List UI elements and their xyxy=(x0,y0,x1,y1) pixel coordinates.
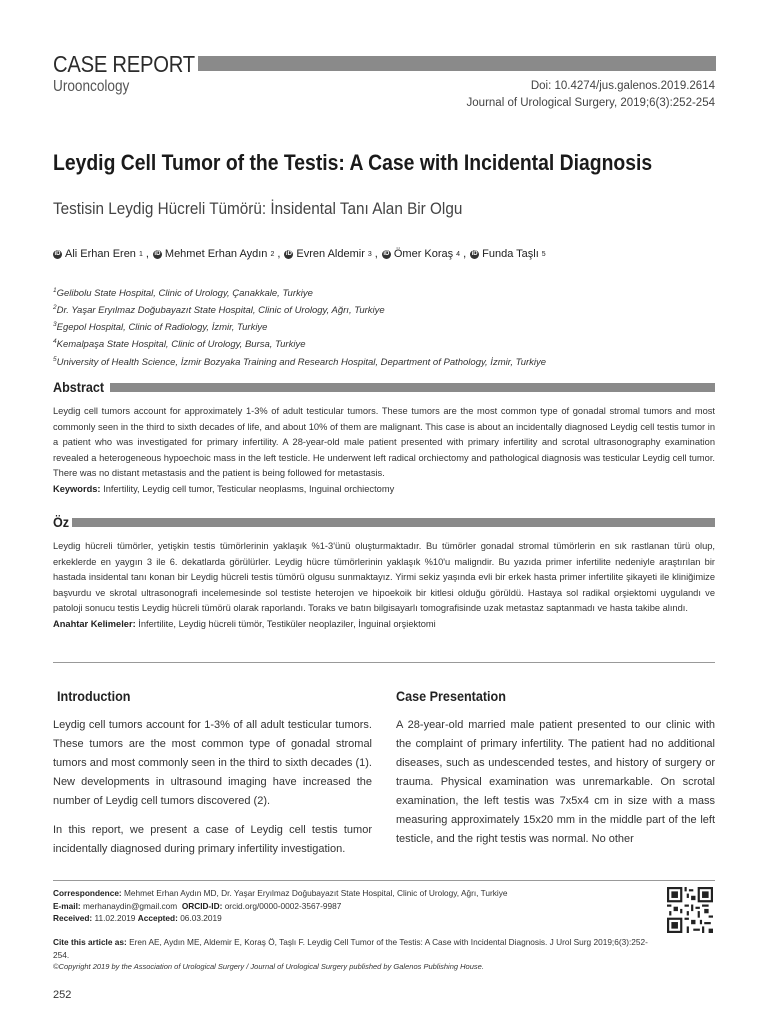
author-sup: 4 xyxy=(456,250,461,258)
author-sep: , xyxy=(145,248,149,260)
affiliation-sup: 2 xyxy=(53,304,57,312)
introduction-body xyxy=(53,716,372,869)
author-sep: , xyxy=(277,248,281,260)
email-label: E-mail: xyxy=(53,900,81,911)
case-presentation-heading: Case Presentation xyxy=(396,688,506,704)
oz-text: Leydig hücreli tümörler, yetişkin testis tümörlerinin yaklaşık %1-3'ünü oluşturmaktadır. Bu tümörler gonadal stromal tümörlerin en sık rastlanan türü olup, erkeklerde en yaygın 3 ile 6. dekatlarda görülürler. Leydig hücre tümörlerinin yaklaşık %10'u maligndir. Bu yazıda primer infertilite nedeniyle araştırılan bir hastada insidental tanı konan bir Leydig hücreli testis tümörü olgusu sunmaktayız. Yirmi sekiz yaşında evli bir erkek hasta primer infertilite şikayeti ile kliniğimize başvurdu ve skrotal ultrasonografi incelemesinde sol testiste heterojen ve hipoekoik bir kitlesi olduğu görüldü. Hastaya sol radikal orşiektomi uygulandı ve patoloji sonucu testis Leydig hücreli tümörü olarak raporlandı. Toraks ve batın bilgisayarlı tomografisinde uzak metastaz saptanmadı ve hasta takibe alındı. xyxy=(53,541,715,613)
affiliation-sup: 5 xyxy=(53,355,57,363)
author-sup: 1 xyxy=(138,250,143,258)
abstract-heading: Abstract xyxy=(53,379,105,395)
page-number: 252 xyxy=(53,989,72,1001)
affiliation-item xyxy=(53,301,546,318)
orcid-link[interactable]: orcid.org/0000-0002-3567-9987 xyxy=(224,900,342,911)
author-name: Ömer Koraş xyxy=(393,248,454,260)
author-item xyxy=(284,248,377,260)
accepted-label: Accepted: xyxy=(137,913,178,923)
affiliation-text: Gelibolu State Hospital, Clinic of Urology, Çanakkale, Turkiye xyxy=(56,288,313,300)
anahtar-kelimeler-text: İnfertilite, Leydig hücreli tümör, Testiküler neoplaziler, İnguinal orşiektomi xyxy=(138,618,436,629)
oz-heading: Öz xyxy=(53,514,70,530)
case-report-label: CASE REPORT xyxy=(53,51,195,77)
anahtar-kelimeler-label: Anahtar Kelimeler: xyxy=(53,618,136,629)
abstract-body xyxy=(53,404,715,497)
author-name: Ali Erhan Eren xyxy=(65,248,136,260)
author-sep: , xyxy=(374,248,378,260)
qr-code-icon[interactable] xyxy=(667,887,713,933)
doi-link[interactable]: Doi: 10.4274/jus.galenos.2019.2614 xyxy=(530,80,715,92)
introduction-paragraph: Leydig cell tumors account for 1-3% of all adult testicular tumors. These tumors are the most common type of gonadal stromal tumors and most commonly seen in the third to sixth decades (1). New developments in ultrasound imaging have increased the number of Leydig cell tumors discovered (2). xyxy=(53,719,372,807)
author-item xyxy=(382,248,466,260)
affiliation-text: Kemalpaşa State Hospital, Clinic of Urology, Bursa, Turkiye xyxy=(56,339,306,351)
keywords-text: Infertility, Leydig cell tumor, Testicular neoplasms, Inguinal orchiectomy xyxy=(103,483,395,494)
case-presentation-paragraph: A 28-year-old married male patient presented to our clinic with the complaint of primary infertility. The patient had no additional diseases, such as undescended testes, and history of surgery or trauma. Physical examination was unremarkable. On scrotal examination, the left testis was 7x5x4 cm in size with a mass measuring approximately 15x20 mm in the middle part of the left testicle, and the right testis was normal. No other xyxy=(396,719,715,845)
oz-bar xyxy=(72,518,715,527)
doi-block xyxy=(467,78,715,112)
subspecialty-label: Urooncology xyxy=(53,78,130,95)
introduction-heading: Introduction xyxy=(57,688,131,704)
section-divider xyxy=(53,662,715,663)
abstract-text: Leydig cell tumors account for approximately 1-3% of adult testicular tumors. These tumors are the most common type of gonadal stromal tumors and most commonly seen in the third to sixth decades of life, and about 10% of them are malignant. This case is about an incidentally diagnosed Leydig cell testis tumor in a patient who was investigated for primary infertility. A 28-year-old male patient presented with primary infertility and scrotal ultrasonography examination revealed a heterogeneous hypoechoic mass in the left testicle. He underwent left radical orchiectomy and pathological diagnosis was testicular Leydig cell tumor. There was no distant metastasis and the patient is being followed for metastasis. xyxy=(53,406,715,478)
oz-body xyxy=(53,539,715,632)
received-date: 11.02.2019 xyxy=(94,913,136,923)
affiliation-text: University of Health Science, İzmir Bozyaka Training and Research Hospital, Department of Pathology, İzmir, Turkiye xyxy=(56,356,547,368)
affiliation-text: Dr. Yaşar Eryılmaz Doğubayazıt State Hospital, Clinic of Urology, Ağrı, Turkiye xyxy=(56,305,385,317)
orcid-label: ORCID-ID: xyxy=(181,900,223,911)
affiliation-list xyxy=(53,284,546,370)
cite-text: Eren AE, Aydın ME, Aldemir E, Koraş Ö, Taşlı F. Leydig Cell Tumor of the Testis: A Case with Incidental Diagnosis. J Urol Surg 2019;6(3):252-254. xyxy=(53,937,648,960)
article-subtitle: Testisin Leydig Hücreli Tümörü: İnsidental Tanı Alan Bir Olgu xyxy=(53,199,463,218)
correspondence-text: Mehmet Erhan Aydın MD, Dr. Yaşar Eryılmaz Doğubayazıt State Hospital, Clinic of Urology, Ağrı, Turkiye xyxy=(124,888,508,898)
footer-citation xyxy=(53,936,653,974)
affiliation-item xyxy=(53,353,546,370)
author-list xyxy=(53,248,549,260)
orcid-icon[interactable]: iD xyxy=(54,250,61,257)
author-name: Evren Aldemir xyxy=(296,248,365,260)
keywords-label: Keywords: xyxy=(53,483,101,494)
orcid-icon[interactable]: iD xyxy=(383,250,390,257)
affiliation-sup: 4 xyxy=(53,338,57,346)
author-item xyxy=(53,248,149,260)
author-sup: 3 xyxy=(367,250,372,258)
cite-line xyxy=(53,936,653,961)
abstract-bar xyxy=(110,383,715,392)
author-item xyxy=(470,248,549,260)
author-sep: , xyxy=(463,248,467,260)
affiliation-item xyxy=(53,318,546,335)
email-link[interactable]: merhanaydin@gmail.com xyxy=(82,900,178,911)
orcid-icon[interactable]: iD xyxy=(154,250,161,257)
accepted-date: 06.03.2019 xyxy=(180,913,222,923)
author-sup: 2 xyxy=(270,250,275,258)
dates-line xyxy=(53,912,653,925)
case-presentation-body xyxy=(396,716,715,859)
footer-divider xyxy=(53,880,715,881)
orcid-icon[interactable]: iD xyxy=(471,250,478,257)
article-title: Leydig Cell Tumor of the Testis: A Case with Incidental Diagnosis xyxy=(53,150,653,175)
cite-label: Cite this article as: xyxy=(53,937,127,947)
affiliation-sup: 1 xyxy=(53,287,57,294)
contact-line xyxy=(53,900,653,913)
author-item xyxy=(153,248,281,260)
author-name: Funda Taşlı xyxy=(482,248,539,260)
received-label: Received: xyxy=(53,913,93,923)
introduction-paragraph: In this report, we present a case of Leydig cell testis tumor incidentally diagnosed during primary infertility investigation. xyxy=(53,824,372,855)
author-sup: 5 xyxy=(541,250,546,258)
affiliation-sup: 3 xyxy=(53,321,57,329)
affiliation-item xyxy=(53,284,546,301)
header-bar xyxy=(198,56,716,71)
copyright-text: ©Copyright 2019 by the Association of Urological Surgery / Journal of Urological Surgery published by Galenos Publishing House. xyxy=(53,962,484,971)
journal-citation: Journal of Urological Surgery, 2019;6(3):252-254 xyxy=(466,97,715,109)
affiliation-text: Egepol Hospital, Clinic of Radiology, İzmir, Turkiye xyxy=(56,322,268,334)
correspondence-label: Correspondence: xyxy=(53,888,122,898)
orcid-icon[interactable]: iD xyxy=(285,250,292,257)
footer-correspondence xyxy=(53,887,653,925)
correspondence-line xyxy=(53,887,653,900)
affiliation-item xyxy=(53,335,546,352)
author-name: Mehmet Erhan Aydın xyxy=(164,248,268,260)
